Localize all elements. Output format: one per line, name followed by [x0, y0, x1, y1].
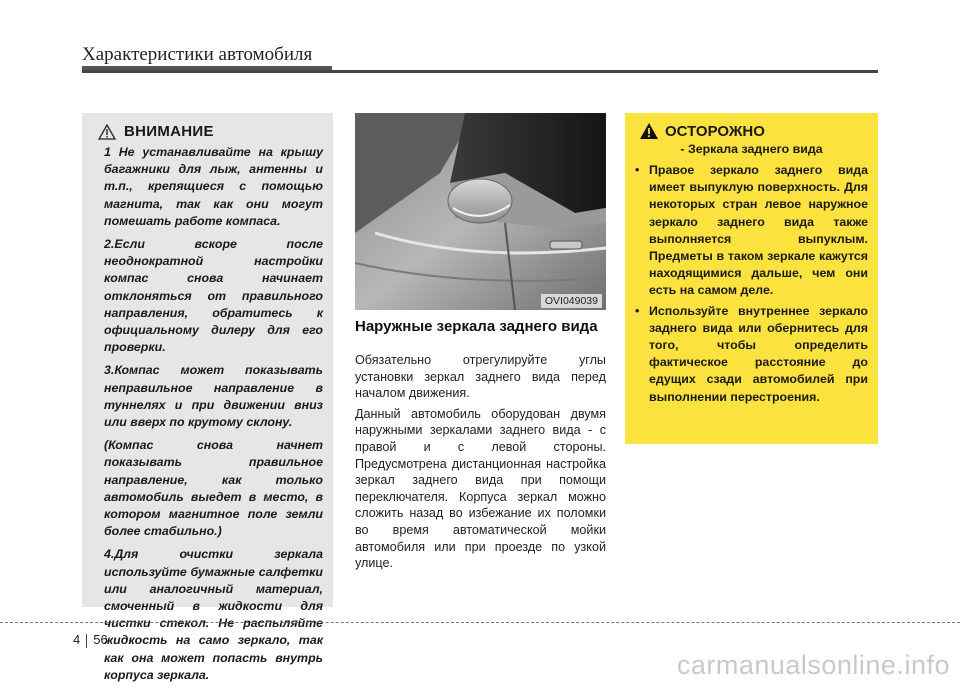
- warning-triangle-icon: [98, 124, 116, 140]
- section-body: [355, 352, 606, 576]
- paragraph: Обязательно отрегулируйте углы установки зеркал заднего вида перед началом движения.: [355, 353, 606, 401]
- header-rule: [82, 70, 878, 73]
- section-number: 4: [73, 632, 81, 647]
- caution-item-text: Правое зеркало заднего вида имеет выпуклую поверхность. Для некоторых стран левое наружное зеркало заднего вида также выполняется выпуклым. Предметы в таком зеркале кажутся находящимися дальше, чем они есть на самом деле.: [649, 163, 868, 298]
- caution-subtitle: - Зеркала заднего вида: [680, 142, 823, 156]
- warning-item-text: Если вскоре после неоднократной настройки компас снова начинает отклоняться от правильного направления, обратитесь к официальному дилеру для его проверки.: [104, 237, 323, 355]
- caution-item: [635, 303, 868, 406]
- warning-item-text: Не устанавливайте на крышу багажники для лыж, антенны и т.п., крепящиеся с помощью магнита, так как они могут помешать работе компаса.: [104, 145, 323, 228]
- caution-box: [625, 113, 878, 444]
- warning-item-number: 1: [104, 145, 111, 159]
- page-number-divider: [86, 634, 87, 648]
- caution-item: [635, 162, 868, 300]
- bullet: •: [635, 303, 640, 318]
- watermark: carmanualsonline.info: [676, 650, 950, 680]
- warning-item-number: 4.: [104, 547, 115, 562]
- caution-list: [635, 162, 868, 406]
- warning-item-text: Для очистки зеркала используйте бумажные салфетки или аналогичный материал, смоченный в жидкости для чистки стекол. Не распыляйте жидкость на само зеркало, так как она может попасть внутрь корпуса зеркала.: [104, 547, 323, 682]
- page-header-title: Характеристики автомобиля: [82, 44, 313, 65]
- bullet: •: [635, 163, 640, 177]
- caution-title-text: ОСТОРОЖНО: [665, 122, 765, 140]
- warning-item: [92, 144, 323, 230]
- side-mirror-illustration: [355, 113, 606, 310]
- caution-title: [639, 122, 868, 140]
- warning-title-text: ВНИМАНИЕ: [124, 123, 214, 140]
- photo-code-label: OVI049039: [541, 294, 602, 308]
- warning-item-text: Компас может показывать неправильное направление в туннелях и при движении вниз или вверх по крутому склону.: [104, 363, 323, 430]
- paragraph: Данный автомобиль оборудован двумя наружными зеркалами заднего вида - с правой и с левой стороны. Предусмотрена дистанционная настройка зеркал заднего вида при помощи переключателя. Корпуса зеркал можно сложить назад во избежание их поломки во время автоматической мойки автомобиля или при проезде по узкой улице.: [355, 406, 606, 571]
- caution-triangle-icon: [639, 122, 659, 140]
- warning-item: [92, 236, 323, 356]
- warning-item: [92, 362, 323, 540]
- warning-title: [98, 123, 323, 140]
- section-heading: Наружные зеркала заднего вида: [355, 318, 598, 335]
- warning-item-number: 3.: [104, 363, 115, 378]
- warning-item-note: (Компас снова начнет показывать правильное направление, как только автомобиль выедет в место, в котором магнитное поле земли более стабильно.): [104, 438, 323, 539]
- mirror-photo: [355, 113, 606, 310]
- warning-item: [92, 546, 323, 684]
- page-number: [73, 632, 108, 648]
- footer-rule: [0, 622, 960, 623]
- warning-list: [92, 144, 323, 684]
- page-number-value: 56: [93, 632, 108, 647]
- warning-item-number: 2.: [104, 237, 115, 252]
- caution-item-text: Используйте внутреннее зеркало заднего вида или обернитесь для того, чтобы определить фактическое расстояние до едущих сзади автомобилей при выполнении перестроения.: [649, 303, 868, 404]
